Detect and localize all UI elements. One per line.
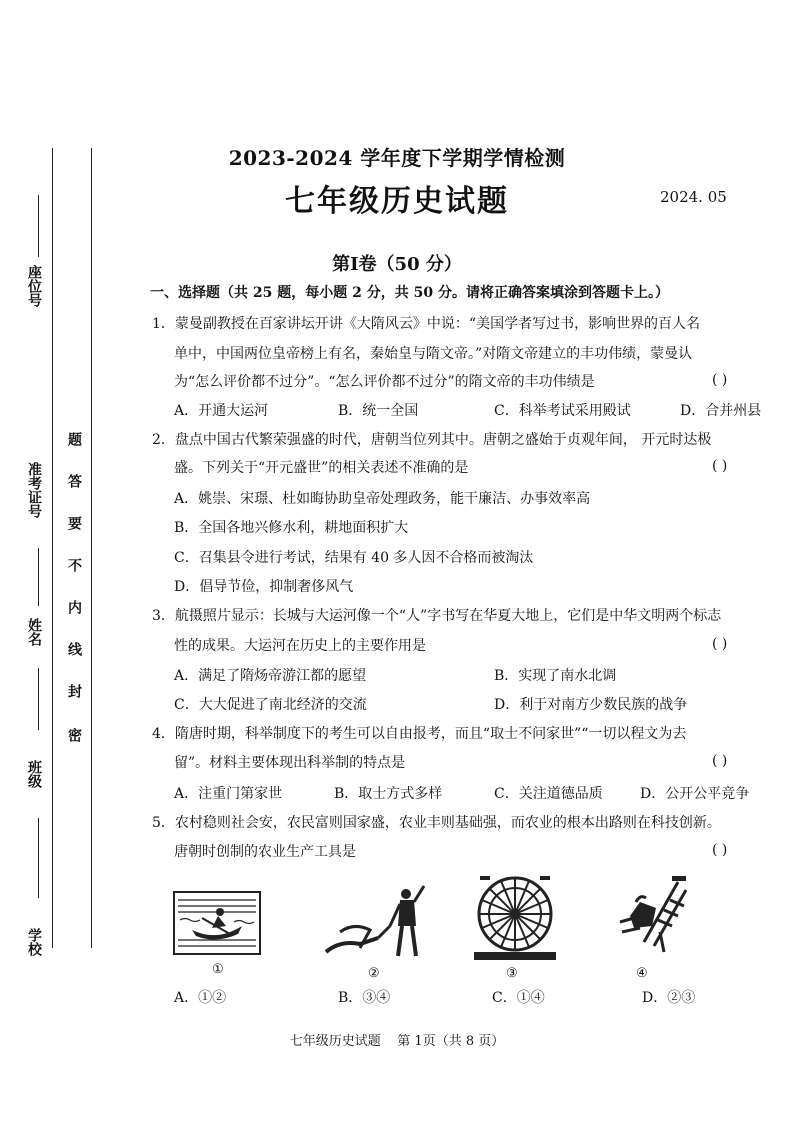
- seat-label: 座位号: [26, 265, 42, 307]
- seal-char: 答: [66, 474, 82, 488]
- seal-char: 线: [66, 642, 82, 656]
- option-d: D．倡导节俭，抑制奢侈风气: [174, 579, 354, 595]
- boat-rowing-icon: [172, 890, 262, 956]
- option-b: B．全国各地兴修水利，耕地面积扩大: [174, 520, 409, 536]
- section-instruction: 一、选择题（共 25 题，每小题 2 分，共 50 分。请将正确答案填涂到答题卡上。）: [150, 285, 669, 301]
- exam-title-subject: 七年级历史试题: [285, 184, 509, 219]
- option-c: C．召集县令进行考试，结果有 40 多人因不合格而被淘汰: [174, 550, 534, 566]
- name-label: 姓名: [26, 618, 42, 646]
- option-a: A．开通大运河: [174, 403, 269, 419]
- answer-paren: ( ): [712, 842, 728, 858]
- option-b: B．取士方式多样: [334, 786, 443, 802]
- waterwheel-icon: [470, 872, 560, 962]
- page-footer: 七年级历史试题 第 1页（共 8 页）: [289, 1034, 505, 1049]
- picture-label: ③: [506, 966, 518, 981]
- class-label: 班级: [26, 760, 42, 788]
- option-a: A．姚崇、宋璟、杜如晦协助皇帝处理政务，能干廉洁、办事效率高: [174, 491, 591, 507]
- question-text: 盛。下列关于“开元盛世”的相关表述不准确的是: [174, 460, 469, 476]
- option-b: B．统一全国: [338, 403, 419, 419]
- seal-char: 密: [66, 728, 82, 742]
- question-text: 4．隋唐时期，科举制度下的考生可以自由报考，而且“取士不问家世”“一切以程文为去: [152, 726, 687, 742]
- school-label: 学校: [26, 928, 42, 956]
- question-text: 性的成果。大运河在历史上的主要作用是: [174, 638, 426, 654]
- option-a: A．①②: [174, 990, 227, 1006]
- question-text: 2．盘点中国古代繁荣强盛的时代，唐朝当位列其中。唐朝之盛始于贞观年间， 开元时达极: [152, 432, 712, 448]
- question-text: 3．航摄照片显示：长城与大运河像一个“人”字书写在华夏大地上，它们是中华文明两个标志: [152, 608, 722, 624]
- picture-label: ②: [368, 966, 380, 981]
- option-d: D．②③: [642, 990, 696, 1006]
- option-c: C．大大促进了南北经济的交流: [174, 697, 367, 713]
- exam-no-blank: [38, 548, 39, 606]
- question-text: 留”。材料主要体现出科举制的特点是: [174, 755, 406, 771]
- question-text: 5．农村稳则社会安，农民富则国家盛，农业丰则基础强，而农业的根本出路则在科技创新。: [152, 815, 721, 831]
- bamboo-pump-icon: [600, 872, 690, 962]
- question-text: 1．蒙曼副教授在百家讲坛开讲《大隋风云》中说：“美国学者写过书，影响世界的百人名: [152, 316, 701, 332]
- curved-plow-icon: [320, 882, 430, 962]
- option-d: D．利于对南方少数民族的战争: [494, 697, 688, 713]
- exam-no-label: 准考证号: [26, 462, 42, 518]
- seal-char: 不: [66, 558, 82, 572]
- question-text: 唐朝时创制的农业生产工具是: [174, 844, 356, 860]
- picture-label: ④: [636, 966, 648, 981]
- exam-title-line1: 2023-2024 学年度下学期学情检测: [228, 146, 566, 170]
- option-a: A．注重门第家世: [174, 786, 283, 802]
- seal-char: 要: [66, 516, 82, 530]
- class-blank: [38, 818, 39, 898]
- seal-char: 内: [66, 600, 82, 614]
- answer-paren: ( ): [712, 458, 728, 474]
- section-title: 第Ⅰ卷（50 分）: [332, 254, 462, 275]
- option-b: B．③④: [338, 990, 391, 1006]
- option-c: C．①④: [492, 990, 545, 1006]
- answer-paren: ( ): [712, 636, 728, 652]
- exam-date: 2024. 05: [660, 188, 727, 206]
- answer-paren: ( ): [712, 753, 728, 769]
- seal-char: 题: [66, 432, 82, 446]
- option-d: D．合并州县: [680, 403, 762, 419]
- question-text: 单中，中国两位皇帝榜上有名，秦始皇与隋文帝。”对隋文帝建立的丰功伟绩，蒙曼认: [174, 346, 693, 362]
- seal-char: 封: [66, 684, 82, 698]
- option-d: D．公开公平竞争: [640, 786, 750, 802]
- option-c: C．科举考试采用殿试: [494, 403, 631, 419]
- option-a: A．满足了隋炀帝游江都的愿望: [174, 668, 367, 684]
- answer-paren: ( ): [712, 372, 728, 388]
- name-blank: [38, 668, 39, 730]
- question-text: 为“怎么评价都不过分”。“怎么评价都不过分”的隋文帝的丰功伟绩是: [174, 374, 595, 390]
- picture-label: ①: [212, 962, 224, 977]
- option-c: C．关注道德品质: [494, 786, 603, 802]
- option-b: B．实现了南水北调: [494, 668, 617, 684]
